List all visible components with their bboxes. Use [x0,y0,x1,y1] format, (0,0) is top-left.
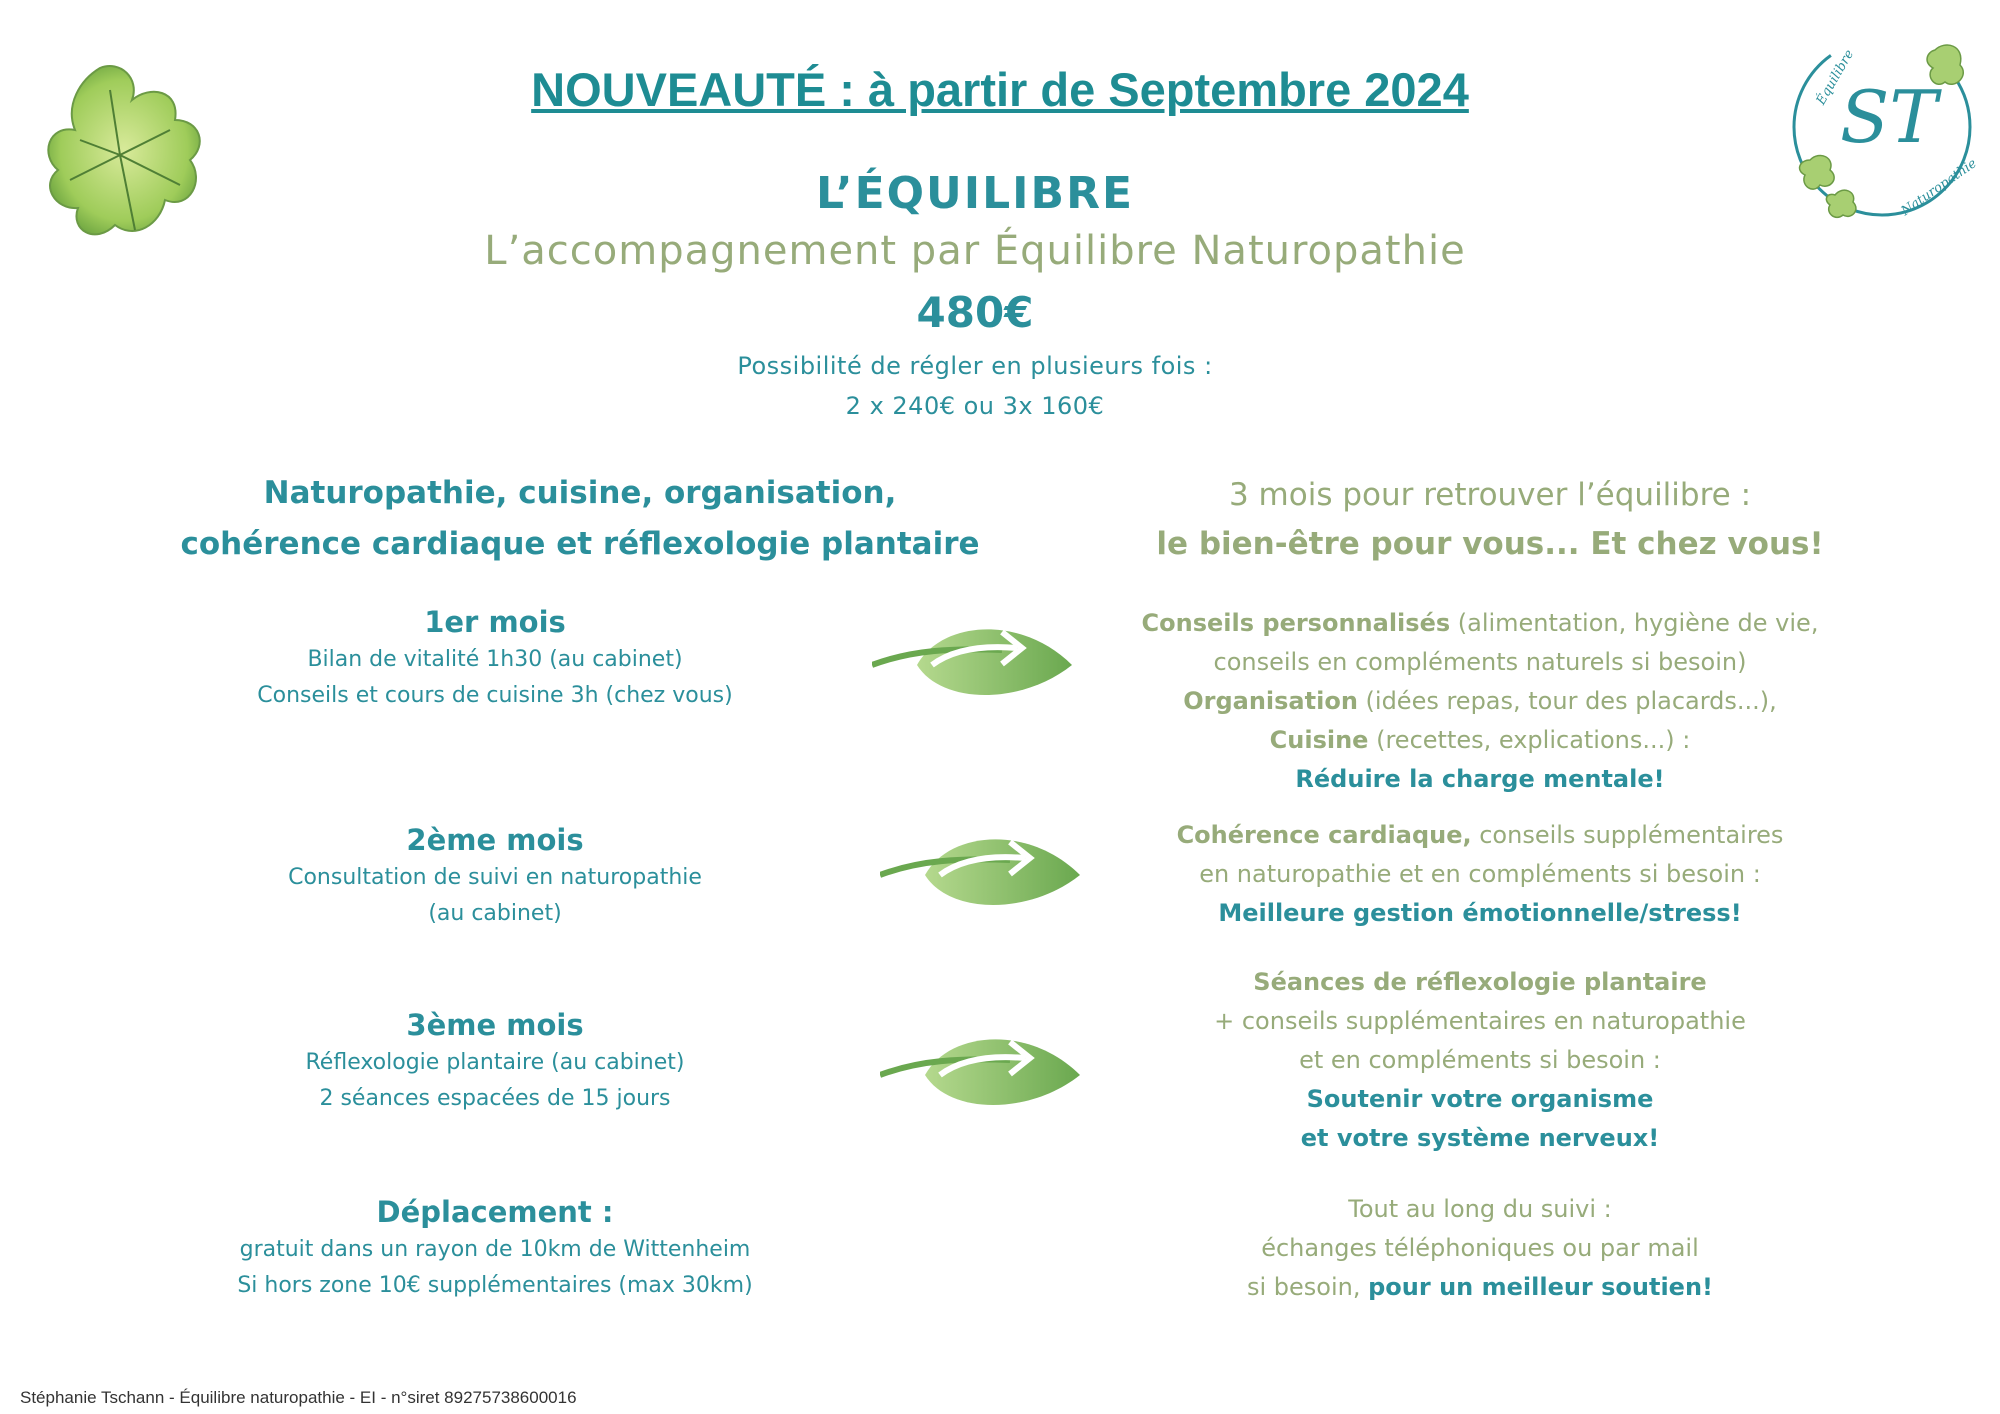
leaf-arrow-icon [880,820,1100,920]
benefit1-goal: Réduire la charge mentale! [1295,765,1665,793]
benefit3-line2: + conseils supplémentaires en naturopathie [1214,1007,1746,1035]
right-heading-line1: 3 mois pour retrouver l’équilibre : [1228,477,1752,513]
benefit3-line1: Séances de réflexologie plantaire [1253,968,1707,996]
month3-line1: Réflexologie plantaire (au cabinet) [305,1050,685,1075]
left-heading-line2: cohérence cardiaque et réflexologie plantaire [180,526,980,562]
offer-title: L’ÉQUILIBRE [815,168,1135,219]
benefit3-goal2: et votre système nerveux! [1300,1124,1660,1152]
logo-letters: ST [1840,75,1938,159]
travel-title: Déplacement : [376,1195,614,1229]
benefit1-cuisine: Cuisine [1269,726,1369,754]
right-heading-line2: le bien-être pour vous... Et chez vous! [1156,526,1824,562]
benefit2-line2: en naturopathie et en compléments si besoin : [1199,860,1761,888]
benefit3-goal1: Soutenir votre organisme [1306,1085,1654,1113]
month2-line1: Consultation de suivi en naturopathie [288,865,702,890]
benefit2-text: conseils supplémentaires [1471,821,1784,849]
benefit1-text: (alimentation, hygiène de vie, [1450,609,1819,637]
footer-legal: Stéphanie Tschann - Équilibre naturopathie - EI - n°siret 89275738600016 [20,1388,577,1407]
benefits-block-followup [1080,1190,1880,1307]
logo-bottom-text: Naturopathie [1898,156,1980,219]
offer-price: 480€ [916,288,1034,337]
benefits-block-month2 [1080,816,1880,933]
headline: NOUVEAUTÉ : à partir de Septembre 2024 [531,63,1469,116]
month3-title: 3ème mois [406,1008,584,1042]
followup-line1: Tout au long du suivi : [1348,1195,1612,1223]
month2-line2: (au cabinet) [428,901,562,926]
logo-top-text: Équilibre [1813,47,1858,108]
month2-title: 2ème mois [406,823,584,857]
benefits-block-month3 [1080,963,1880,1158]
travel-line1: gratuit dans un rayon de 10km de Wittenheim [239,1237,751,1262]
travel-section [195,1192,795,1304]
benefit1-cuisine-text: (recettes, explications...) : [1368,726,1691,754]
payment-info-line1: Possibilité de régler en plusieurs fois : [737,352,1213,380]
month1-line2: Conseils et cours de cuisine 3h (chez vous) [257,683,733,708]
followup-line2: échanges téléphoniques ou par mail [1261,1234,1699,1262]
month2-section [195,820,795,932]
benefit1-organisation-text: (idées repas, tour des placards...), [1357,687,1777,715]
month3-section [195,1005,795,1117]
followup-line3: si besoin, [1247,1273,1369,1301]
benefit1-line2: conseils en compléments naturels si besoin) [1213,648,1747,676]
month1-section [195,602,795,714]
benefit3-line3: et en compléments si besoin : [1299,1046,1661,1074]
benefit1-organisation: Organisation [1183,687,1358,715]
benefit2-bold: Cohérence cardiaque, [1176,821,1472,849]
payment-info-line2: 2 x 240€ ou 3x 160€ [845,392,1105,420]
leaf-arrow-icon [880,1020,1100,1120]
followup-goal: pour un meilleur soutien! [1368,1273,1713,1301]
travel-line2: Si hors zone 10€ supplémentaires (max 30km) [237,1273,753,1298]
benefit1-bold: Conseils personnalisés [1141,609,1451,637]
benefits-block-month1 [1080,604,1880,799]
month1-line1: Bilan de vitalité 1h30 (au cabinet) [307,647,683,672]
leaf-arrow-icon [872,610,1092,710]
benefit2-goal: Meilleure gestion émotionnelle/stress! [1218,899,1742,927]
offer-subtitle: L’accompagnement par Équilibre Naturopathie [484,228,1466,274]
left-heading-line1: Naturopathie, cuisine, organisation, [263,475,897,511]
month3-line2: 2 séances espacées de 15 jours [319,1086,671,1111]
month1-title: 1er mois [424,605,566,639]
